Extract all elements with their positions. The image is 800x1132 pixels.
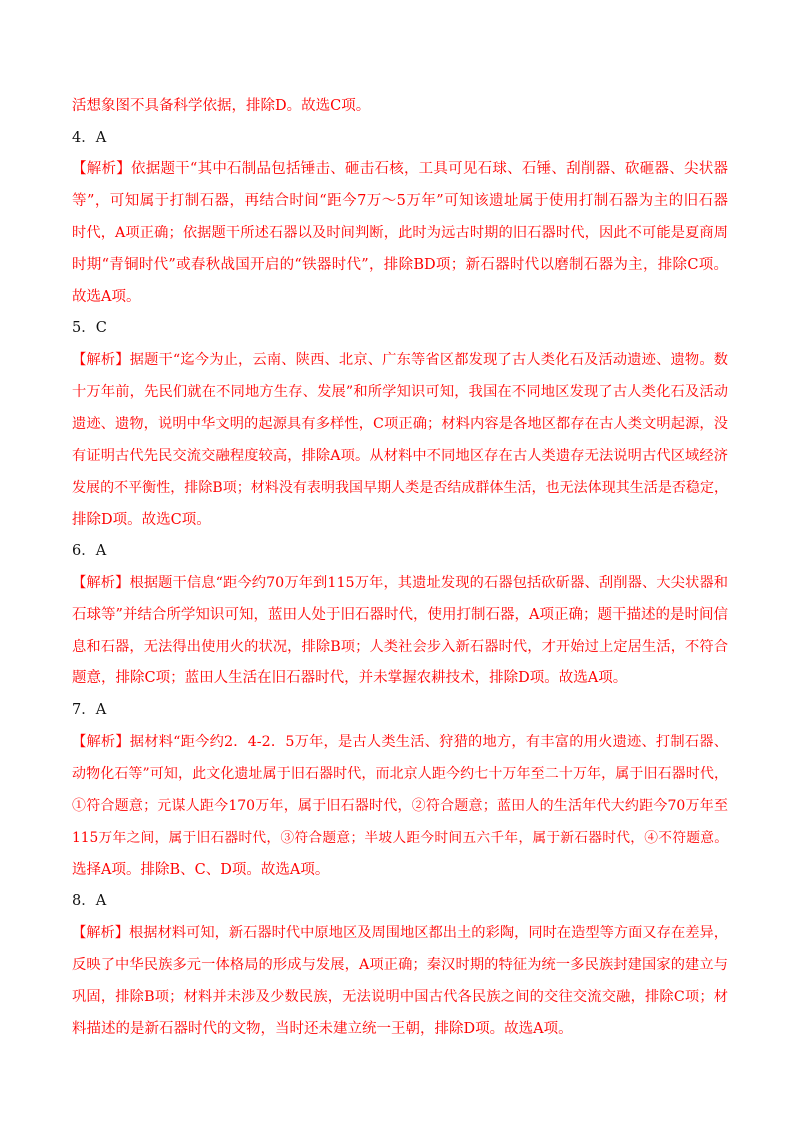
text-line: 巩固，排除B项；材料并未涉及少数民族，无法说明中国古代各民族之间的交往交流交融，排除C项；材 [72, 989, 728, 1005]
question-number: 7．A [72, 702, 107, 718]
text-line: 活想象图不具备科学依据，排除D。故选C项。 [72, 98, 371, 114]
text-line: 时期“青铜时代”或春秋战国开启的“铁器时代”，排除BD项；新石器时代以磨制石器为主，排除C项。 [72, 257, 728, 273]
text-line: 时代，A项正确；依据题干所述石器以及时间判断，此时为远古时期的旧石器时代，因此不可能是夏商周 [72, 225, 728, 241]
text-line: 十万年前，先民们就在不同地方生存、发展”和所学知识可知，我国在不同地区发现了古人类化石及活动 [72, 384, 728, 400]
text-line: 息和石器，无法得出使用火的状况，排除B项；人类社会步入新石器时代，才开始过上定居生活，不符合 [72, 639, 728, 655]
question-number: 4．A [72, 130, 107, 146]
text-line: 【解析】依据题干“其中石制品包括锤击、砸击石核，工具可见石球、石锤、刮削器、砍砸器、尖状器 [72, 161, 728, 177]
text-line: ①符合题意；元谋人距今170万年，属于旧石器时代，②符合题意；蓝田人的生活年代大约距今70万年至 [72, 798, 728, 814]
question-number: 5．C [72, 320, 107, 336]
text-line: 料描述的是新石器时代的文物，当时还未建立统一王朝，排除D项。故选A项。 [72, 1021, 573, 1037]
text-line: 115万年之间，属于旧石器时代，③符合题意；半坡人距今时间五六千年，属于新石器时代，④不符题意。 [72, 830, 728, 846]
text-line: 【解析】根据材料可知，新石器时代中原地区及周围地区都出土的彩陶，同时在造型等方面又存在差异， [72, 925, 728, 941]
text-line: 【解析】根据题干信息“距今约70万年到115万年，其遗址发现的石器包括砍斫器、刮削器、大尖状器和 [72, 575, 728, 591]
text-line: 选择A项。排除B、C、D项。故选A项。 [72, 862, 330, 878]
text-line: 动物化石等”可知，此文化遗址属于旧石器时代，而北京人距今约七十万年至二十万年，属于旧石器时代， [72, 766, 728, 782]
question-number: 6．A [72, 543, 107, 559]
question-number: 8．A [72, 893, 107, 909]
text-line: 【解析】据题干“迄今为止，云南、陕西、北京、广东等省区都发现了古人类化石及活动遗迹、遗物。数 [72, 352, 728, 368]
text-line: 反映了中华民族多元一体格局的形成与发展，A项正确；秦汉时期的特征为统一多民族封建国家的建立与 [72, 957, 728, 973]
text-line: 石球等”并结合所学知识可知，蓝田人处于旧石器时代，使用打制石器，A项正确；题干描述的是时间信 [72, 607, 728, 623]
text-line: 【解析】据材料“距今约2．4-2．5万年，是古人类生活、狩猎的地方，有丰富的用火遗迹、打制石器、 [72, 734, 728, 750]
text-line: 排除D项。故选C项。 [72, 512, 211, 528]
text-line: 发展的不平衡性，排除B项；材料没有表明我国早期人类是否结成群体生活，也无法体现其生活是否稳定， [72, 480, 728, 496]
text-line: 题意，排除C项；蓝田人生活在旧石器时代，并未掌握农耕技术，排除D项。故选A项。 [72, 670, 628, 686]
text-line: 遗迹、遗物，说明中华文明的起源具有多样性，C项正确；材料内容是各地区都存在古人类文明起源，没 [72, 416, 728, 432]
text-line: 有证明古代先民交流交融程度较高，排除A项。从材料中不同地区存在古人类遗存无法说明古代区域经济 [72, 448, 728, 464]
text-line: 等”，可知属于打制石器，再结合时间“距今7万～5万年”可知该遗址属于使用打制石器为主的旧石器 [72, 193, 728, 209]
text-line: 故选A项。 [72, 289, 141, 305]
